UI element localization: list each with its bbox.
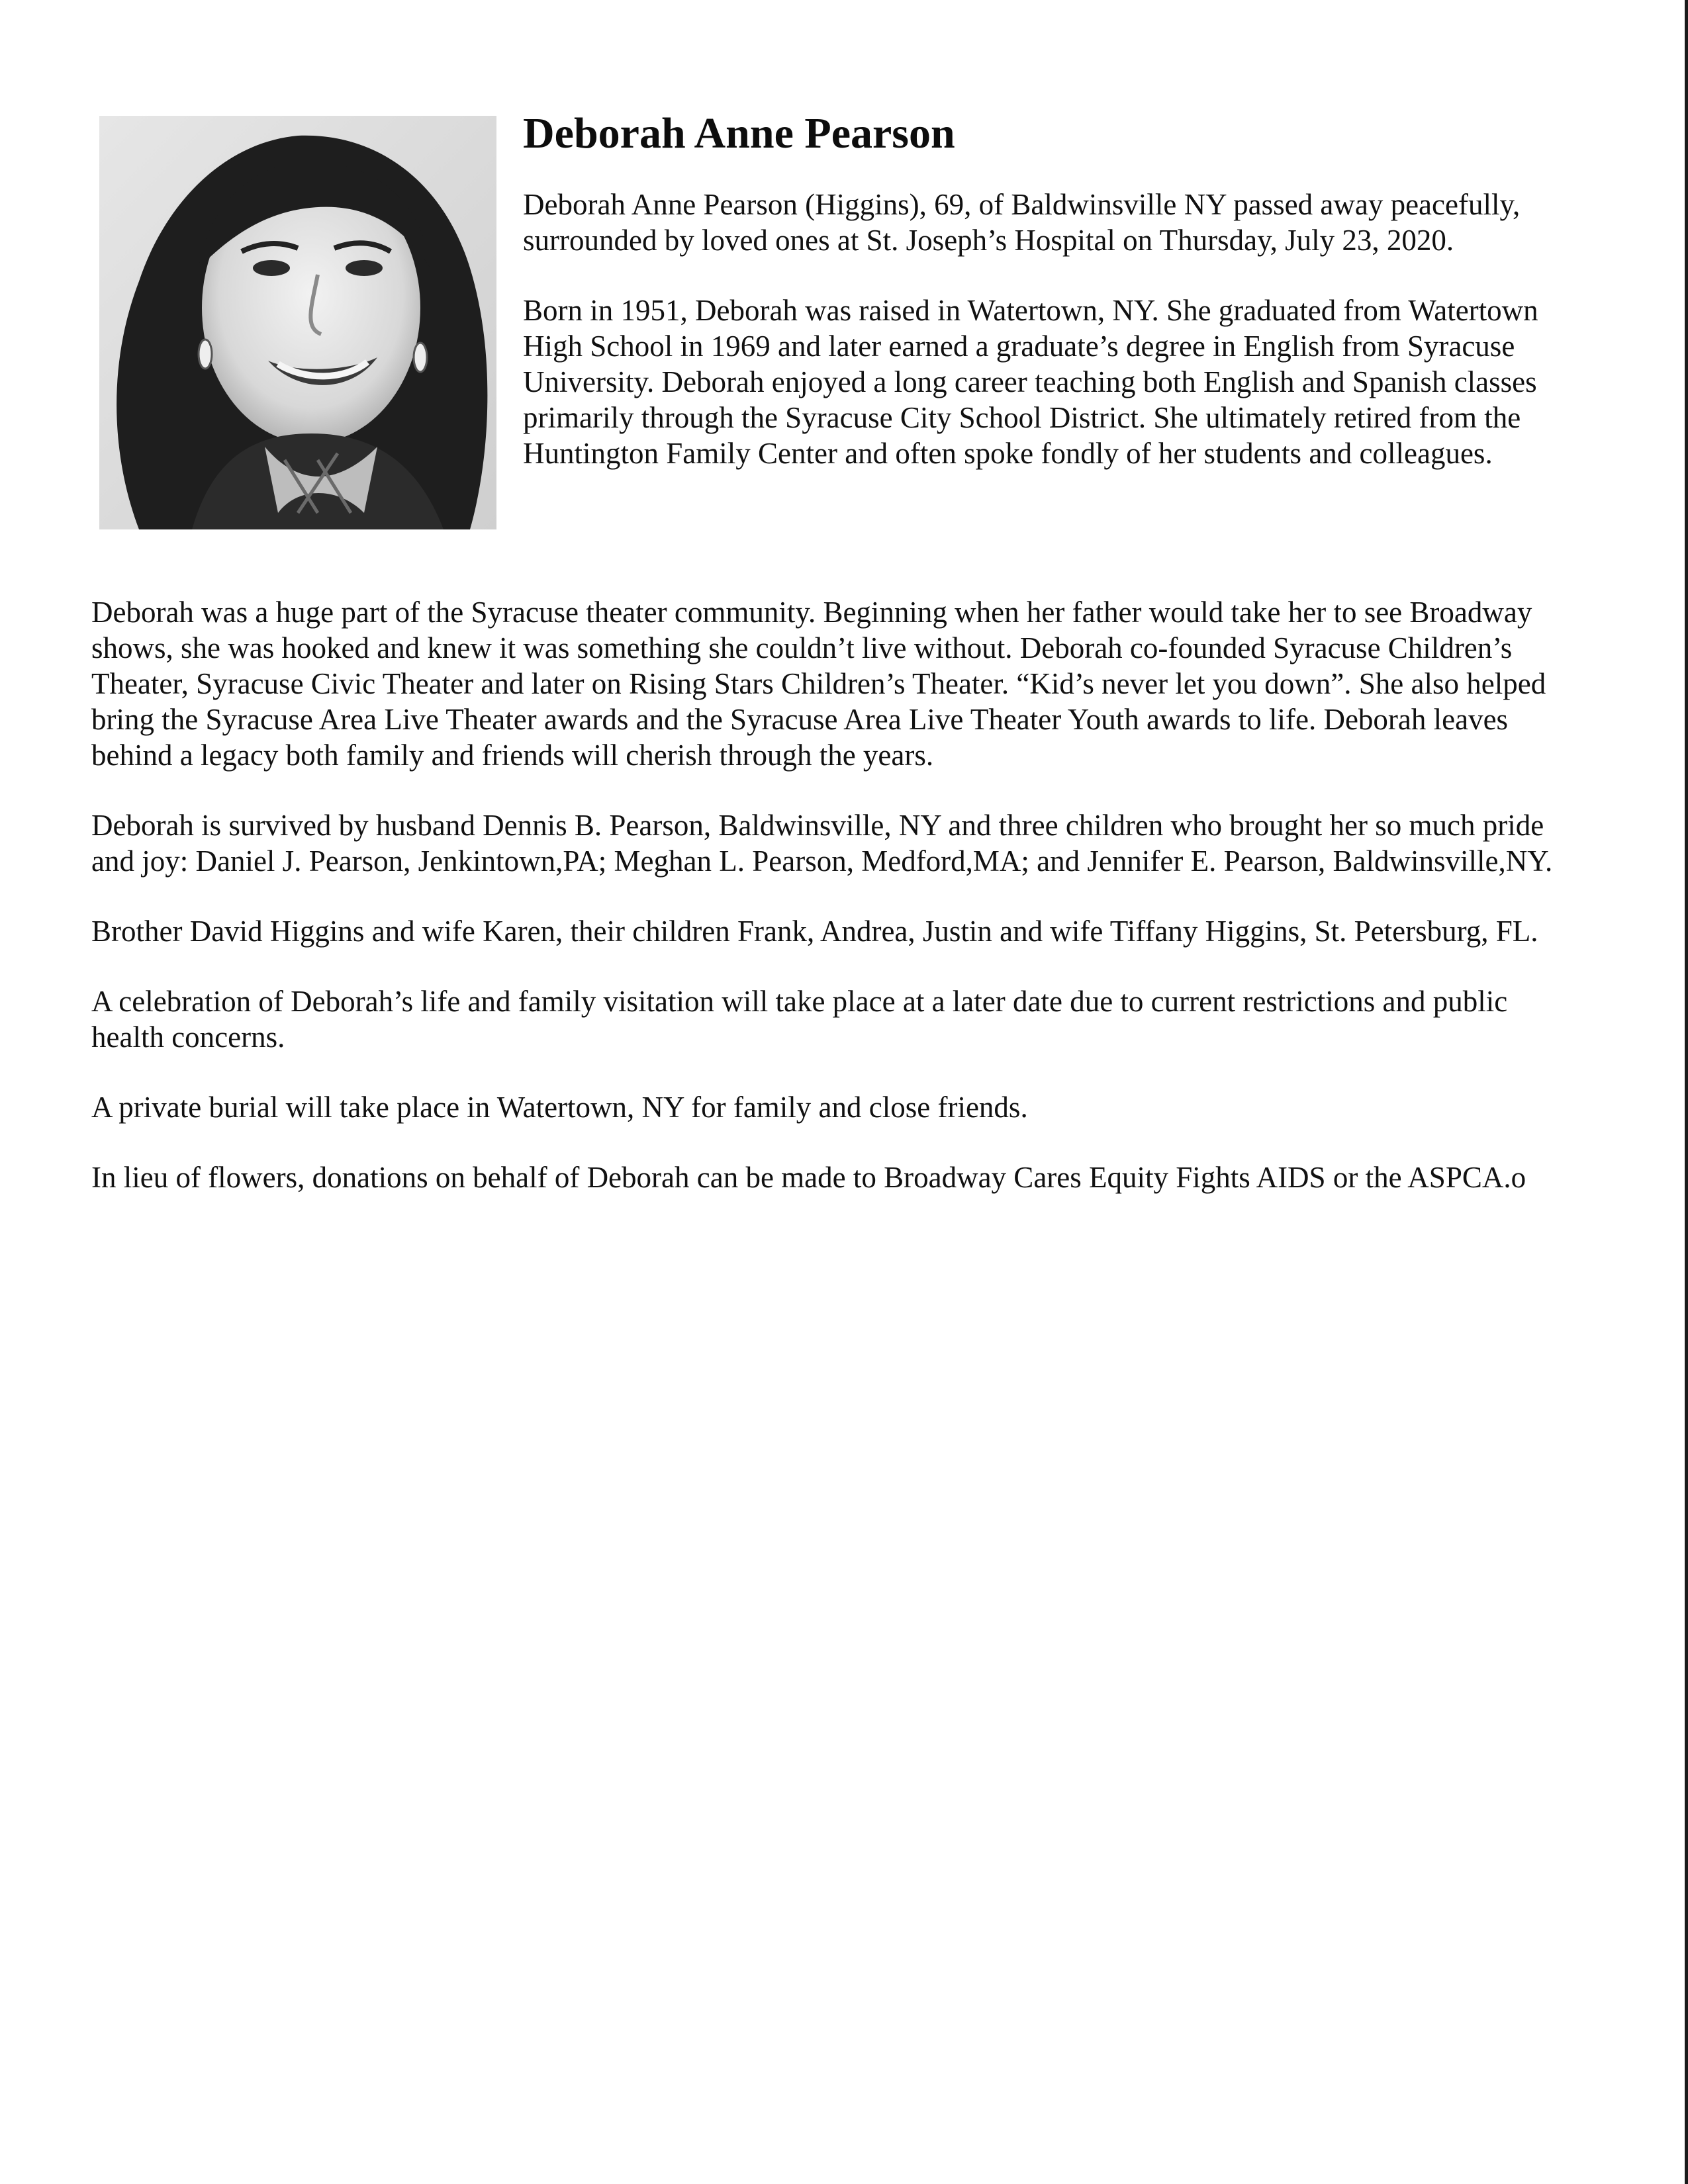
body-paragraph-survivors: Deborah is survived by husband Dennis B. Pearson, Baldwinsville, NY and three children who brought her so much pride and joy: Daniel J. Pearson, Jenkintown,PA; Meghan L. Pearson, Medford,MA; and Jennifer E. Pearson, Baldwinsville,NY. — [91, 809, 1553, 878]
intro-paragraph-1: Deborah Anne Pearson (Higgins), 69, of Baldwinsville NY passed away peacefully, surrounded by loved ones at St. Joseph’s Hospital on Thursday, July 23, 2020. — [523, 188, 1521, 257]
scan-edge — [1685, 0, 1688, 2184]
body-paragraph-theater: Deborah was a huge part of the Syracuse theater community. Beginning when her father would take her to see Broadway shows, she was hooked and knew it was something she couldn’t live without. Deborah co-founded Syracuse Children’s Theater, Syracuse Civic Theater and later on Rising Stars Children’s Theater. “Kid’s never let you down”. She also helped bring the Syracuse Area Live Theater awards and the Syracuse Area Live Theater Youth awards to life. Deborah leaves behind a legacy both family and friends will cherish through the years. — [91, 596, 1546, 772]
obituary-title: Deborah Anne Pearson — [523, 109, 955, 158]
portrait-photo — [99, 116, 496, 529]
body-paragraph-brother: Brother David Higgins and wife Karen, their children Frank, Andrea, Justin and wife Tiffany Higgins, St. Petersburg, FL. — [91, 915, 1538, 948]
obituary-body — [91, 594, 1587, 1230]
body-paragraph-donations: In lieu of flowers, donations on behalf of Deborah can be made to Broadway Cares Equity Fights AIDS or the ASPCA.o — [91, 1161, 1526, 1194]
body-paragraph-celebration: A celebration of Deborah’s life and family visitation will take place at a later date due to current restrictions and public health concerns. — [91, 985, 1508, 1054]
intro-paragraph-2: Born in 1951, Deborah was raised in Watertown, NY. She graduated from Watertown High School in 1969 and later earned a graduate’s degree in English from Syracuse University. Deborah enjoyed a long career teaching both English and Spanish classes primarily through the Syracuse City School District. She ultimately retired from the Huntington Family Center and often spoke fondly of her students and colleagues. — [523, 294, 1538, 470]
body-paragraph-burial: A private burial will take place in Watertown, NY for family and close friends. — [91, 1091, 1028, 1124]
intro-block — [523, 106, 1599, 506]
